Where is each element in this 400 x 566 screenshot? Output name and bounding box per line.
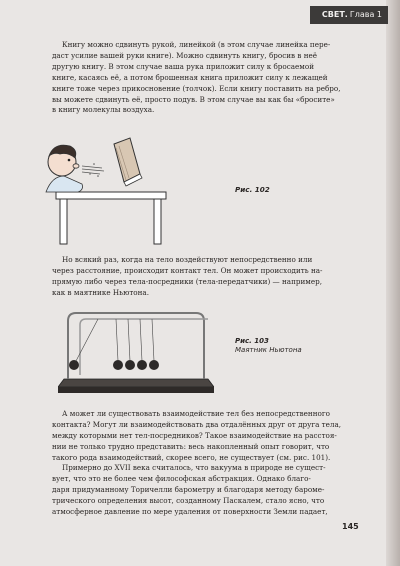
caption-figure-103-title: Маятник Ньютона	[235, 346, 302, 354]
text-line: такого рода взаимодействий, скорее всего, не существует (см. рис. 101).	[52, 452, 331, 462]
running-header	[310, 6, 388, 24]
caption-figure-103	[235, 337, 302, 354]
header-chapter-label: СВЕТ.	[321, 10, 348, 19]
paragraph-contact	[52, 255, 348, 299]
text-line: атмосферное давление по мере удаления от поверхности Земли падает,	[52, 506, 328, 516]
text-line: книге тоже через прикосновение (толчок). Если книгу поставить на ребро,	[52, 83, 341, 93]
text-line: в книгу молекулы воздуха.	[52, 105, 155, 115]
text-line: книге, касаясь её, а потом брошенная книга приложит силу к лежащей	[52, 72, 328, 82]
paragraph-book-push	[52, 40, 348, 116]
text-line: Примерно до XVII века считалось, что вакуума в природе не сущест-	[62, 463, 326, 472]
caption-figure-103-number: Рис. 103	[235, 337, 269, 345]
page-edge	[386, 0, 400, 566]
figure-newtons-cradle	[58, 305, 214, 397]
text-line: Но всякий раз, когда на тело воздействуют непосредственно или	[62, 255, 313, 264]
paragraph-vacuum	[52, 463, 348, 518]
text-line: между которыми нет тел-посредников? Такое взаимодействие на расстоя-	[52, 430, 337, 440]
text-line: вует, что это не более чем философская абстракция. Однако благо-	[52, 473, 311, 483]
caption-figure-102: Рис. 102	[235, 185, 270, 194]
paragraph-remote-interaction	[52, 409, 348, 464]
figure-boy-blowing-book	[42, 124, 180, 246]
text-line: другую книгу. В этом случае ваша рука приложит силу к бросаемой	[52, 61, 315, 71]
text-line: нии не только трудно представить: весь накопленный опыт говорит, что	[52, 441, 330, 451]
text-line: через расстояние, происходит контакт тел. Он может происходить на-	[52, 265, 323, 275]
text-line: даст усилие вашей руки книге). Можно сдвинуть книгу, бросив в неё	[52, 50, 317, 60]
text-line: вы можете сдвинуть её, просто подув. В этом случае вы как бы «бросите»	[52, 94, 335, 104]
page-number: 145	[342, 522, 359, 531]
header-chapter-number: Глава 1	[349, 10, 382, 19]
text-line: А может ли существовать взаимодействие тел без непосредственного	[62, 409, 330, 418]
text-line: как в маятнике Ньютона.	[52, 287, 149, 297]
text-line: контакта? Могут ли взаимодействовать два отдалённых друг от друга тела,	[52, 419, 342, 429]
text-line: даря придуманному Торичелли барометру и благодаря методу бароме-	[52, 484, 325, 494]
text-line: прямую либо через тела-посредники (тела-передатчики) — например,	[52, 276, 323, 286]
text-line: Книгу можно сдвинуть рукой, линейкой (в этом случае линейка пере-	[62, 40, 331, 49]
text-line: трического определения высот, созданному Паскалем, стало ясно, что	[52, 495, 325, 505]
